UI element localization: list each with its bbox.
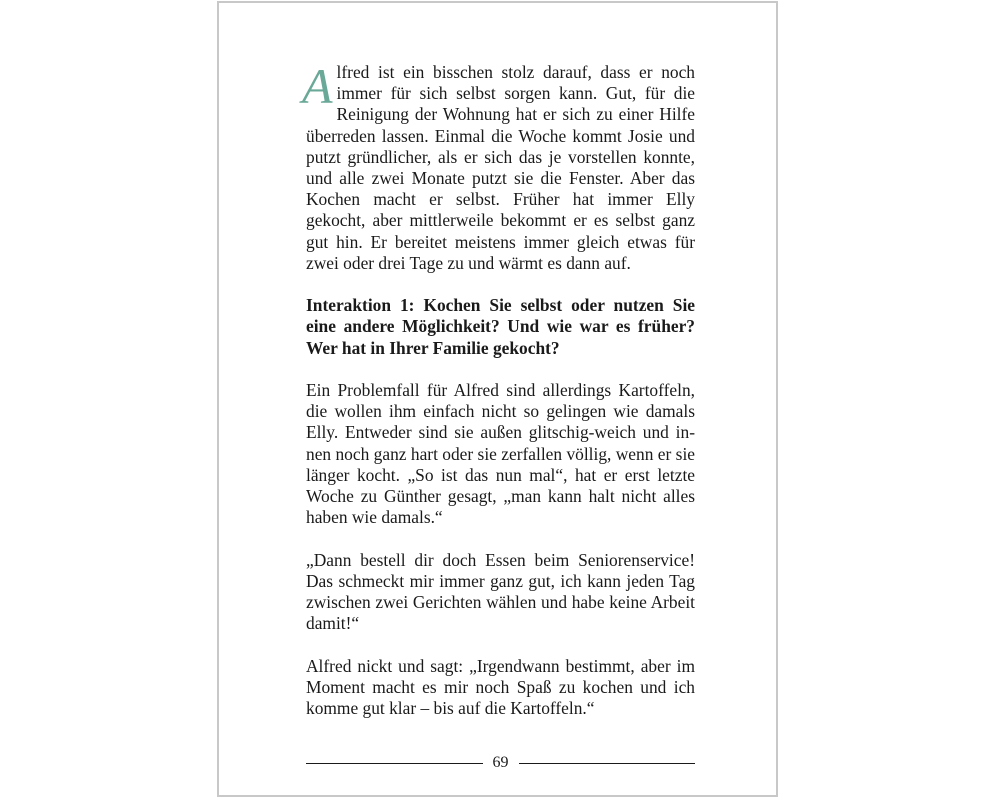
interaction-question: Interaktion 1: Kochen Sie selbst oder nutzen Sie eine andere Möglichkeit? Und wie war es früher? Wer hat in Ihrer Familie gekocht? — [306, 295, 695, 358]
footer-rule-right — [519, 763, 696, 764]
paragraph-2: Ein Problemfall für Alfred sind allerdings Kartoffeln, die wollen ihm einfach nicht so gelingen wie damals Elly. Entweder sind sie außen glitschig-weich und innen noch ganz hart oder sie zerfallen völlig, wenn er sie länger kocht. „So ist das nun mal“, hat er erst letzte Woche zu Günther gesagt, „man kann halt nicht alles haben wie damals.“ — [306, 380, 695, 528]
page-body — [302, 58, 695, 740]
drop-cap-letter: A — [302, 58, 333, 114]
book-page — [217, 1, 778, 797]
page-footer — [306, 752, 695, 774]
footer-rule-left — [306, 763, 483, 764]
paragraph-3: „Dann bestell dir doch Essen beim Seniorenservice! Das schmeckt mir immer ganz gut, ich kann jeden Tag zwischen zwei Gerichten wählen und habe keine Arbeit damit!“ — [306, 549, 695, 634]
paragraph-4: Alfred nickt und sagt: „Irgendwann bestimmt, aber im Moment macht es mir noch Spaß zu kochen und ich komme gut klar – bis auf die Kartoffeln.“ — [306, 655, 695, 719]
paragraph-1 — [302, 58, 695, 274]
page-number: 69 — [492, 754, 509, 771]
paragraph-1-text: lfred ist ein bisschen stolz darauf, dass er noch immer für sich selbst sorgen kann. Gut, für die Reinigung der Wohnung hat er sich zu einer Hilfe überreden lassen. Einmal die Woche kommt Josie und putzt gründlicher, als er sich das je vorstellen konnte, und alle zwei Monate putzt sie die Fenster. Aber das Kochen macht er selbst. Früher hat immer Elly gekocht, aber mittlerweile bekommt er es selbst ganz gut hin. Er bereitet meistens immer gleich etwas für zwei oder drei Tage zu und wärmt es dann auf. — [306, 62, 695, 273]
